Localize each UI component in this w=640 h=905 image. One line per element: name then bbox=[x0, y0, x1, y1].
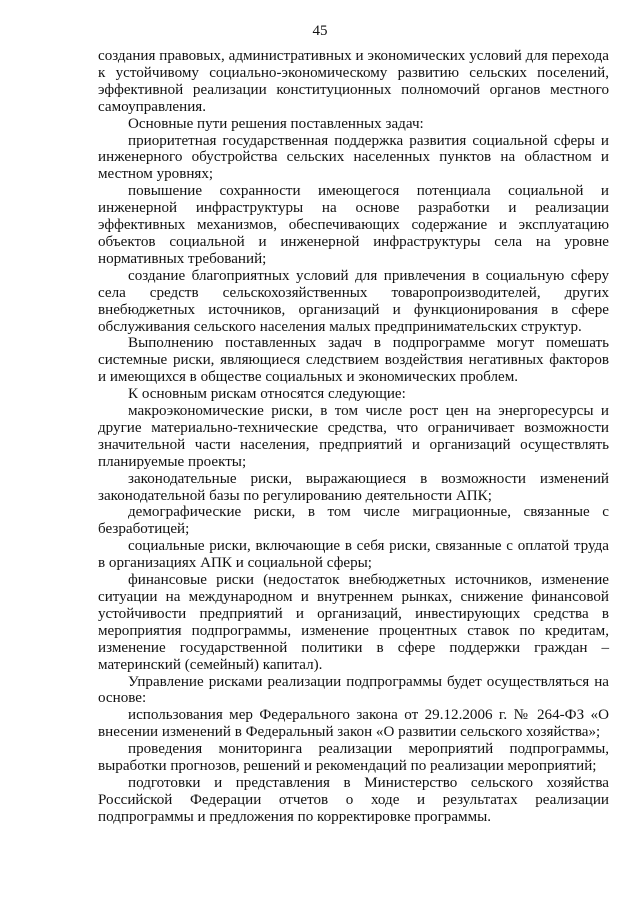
paragraph: Основные пути решения поставленных задач: bbox=[128, 115, 424, 132]
paragraph: законодательные риски, выражающиеся в возможности изменений законодательной базы по регулированию деятельности АПК; bbox=[98, 470, 609, 504]
page-number: 45 bbox=[312, 23, 328, 39]
paragraph: приоритетная государственная поддержка развития социальной сферы и инженерного обустройства сельских населенных пунктов на областном и местном уровнях; bbox=[98, 132, 609, 183]
paragraph: создания правовых, административных и экономических условий для перехода к устойчивому социально-экономическому развитию сельских поселений, эффективной реализации конституционных полномочий органов местного самоуправления. bbox=[98, 48, 609, 115]
paragraph: финансовые риски (недостаток внебюджетных источников, изменение ситуации на международном и внутреннем рынках, снижение финансовой устойчивости предприятий и организаций, инвестирующих средства в мероприятия подпрограммы, изменение процентных ставок по кредитам, изменение государственной политики в сфере поддержки граждан – материнский (семейный) капитал). bbox=[98, 572, 609, 673]
paragraph: использования мер Федерального закона от 29.12.2006 г. № 264-ФЗ «О внесении изменений в Федеральный закон «О развитии сельского хозяйства»; bbox=[98, 707, 609, 741]
paragraph: социальные риски, включающие в себя риски, связанные с оплатой труда в организациях АПК и социальной сферы; bbox=[98, 538, 609, 572]
paragraph: создание благоприятных условий для привлечения в социальную сферу села средств сельскохозяйственных товаропроизводителей, других внебюджетных источников, организаций и функционирования в сфере обслуживания сельского населения малых предпринимательских структур. bbox=[98, 267, 609, 335]
paragraph: Управление рисками реализации подпрограммы будет осуществляться на основе: bbox=[98, 673, 609, 707]
paragraph: макроэкономические риски, в том числе рост цен на энергоресурсы и другие материально-технические средства, что ограничивает возможности значительной части населения, предприятий и организаций осуществлять планируемые проекты; bbox=[98, 403, 609, 470]
paragraph: Выполнению поставленных задач в подпрограмме могут помешать системные риски, являющиеся следствием воздействия негативных факторов и имеющихся в обществе социальных и экономических проблем. bbox=[98, 335, 609, 386]
paragraph: проведения мониторинга реализации мероприятий подпрограммы, выработки прогнозов, решений и рекомендаций по реализации мероприятий; bbox=[98, 741, 609, 775]
document-body bbox=[98, 48, 609, 826]
paragraph: К основным рискам относятся следующие: bbox=[128, 386, 406, 403]
paragraph: подготовки и представления в Министерство сельского хозяйства Российской Федерации отчетов о ходе и результатах реализации подпрограммы и предложения по корректировке программы. bbox=[98, 774, 609, 825]
paragraph: демографические риски, в том числе миграционные, связанные с безработицей; bbox=[98, 504, 609, 538]
paragraph: повышение сохранности имеющегося потенциала социальной и инженерной инфраструктуры на основе разработки и реализации эффективных механизмов, обеспечивающих содержание и эксплуатацию объектов социальной и инженерной инфраструктуры села на уровне нормативных требований; bbox=[98, 183, 609, 267]
